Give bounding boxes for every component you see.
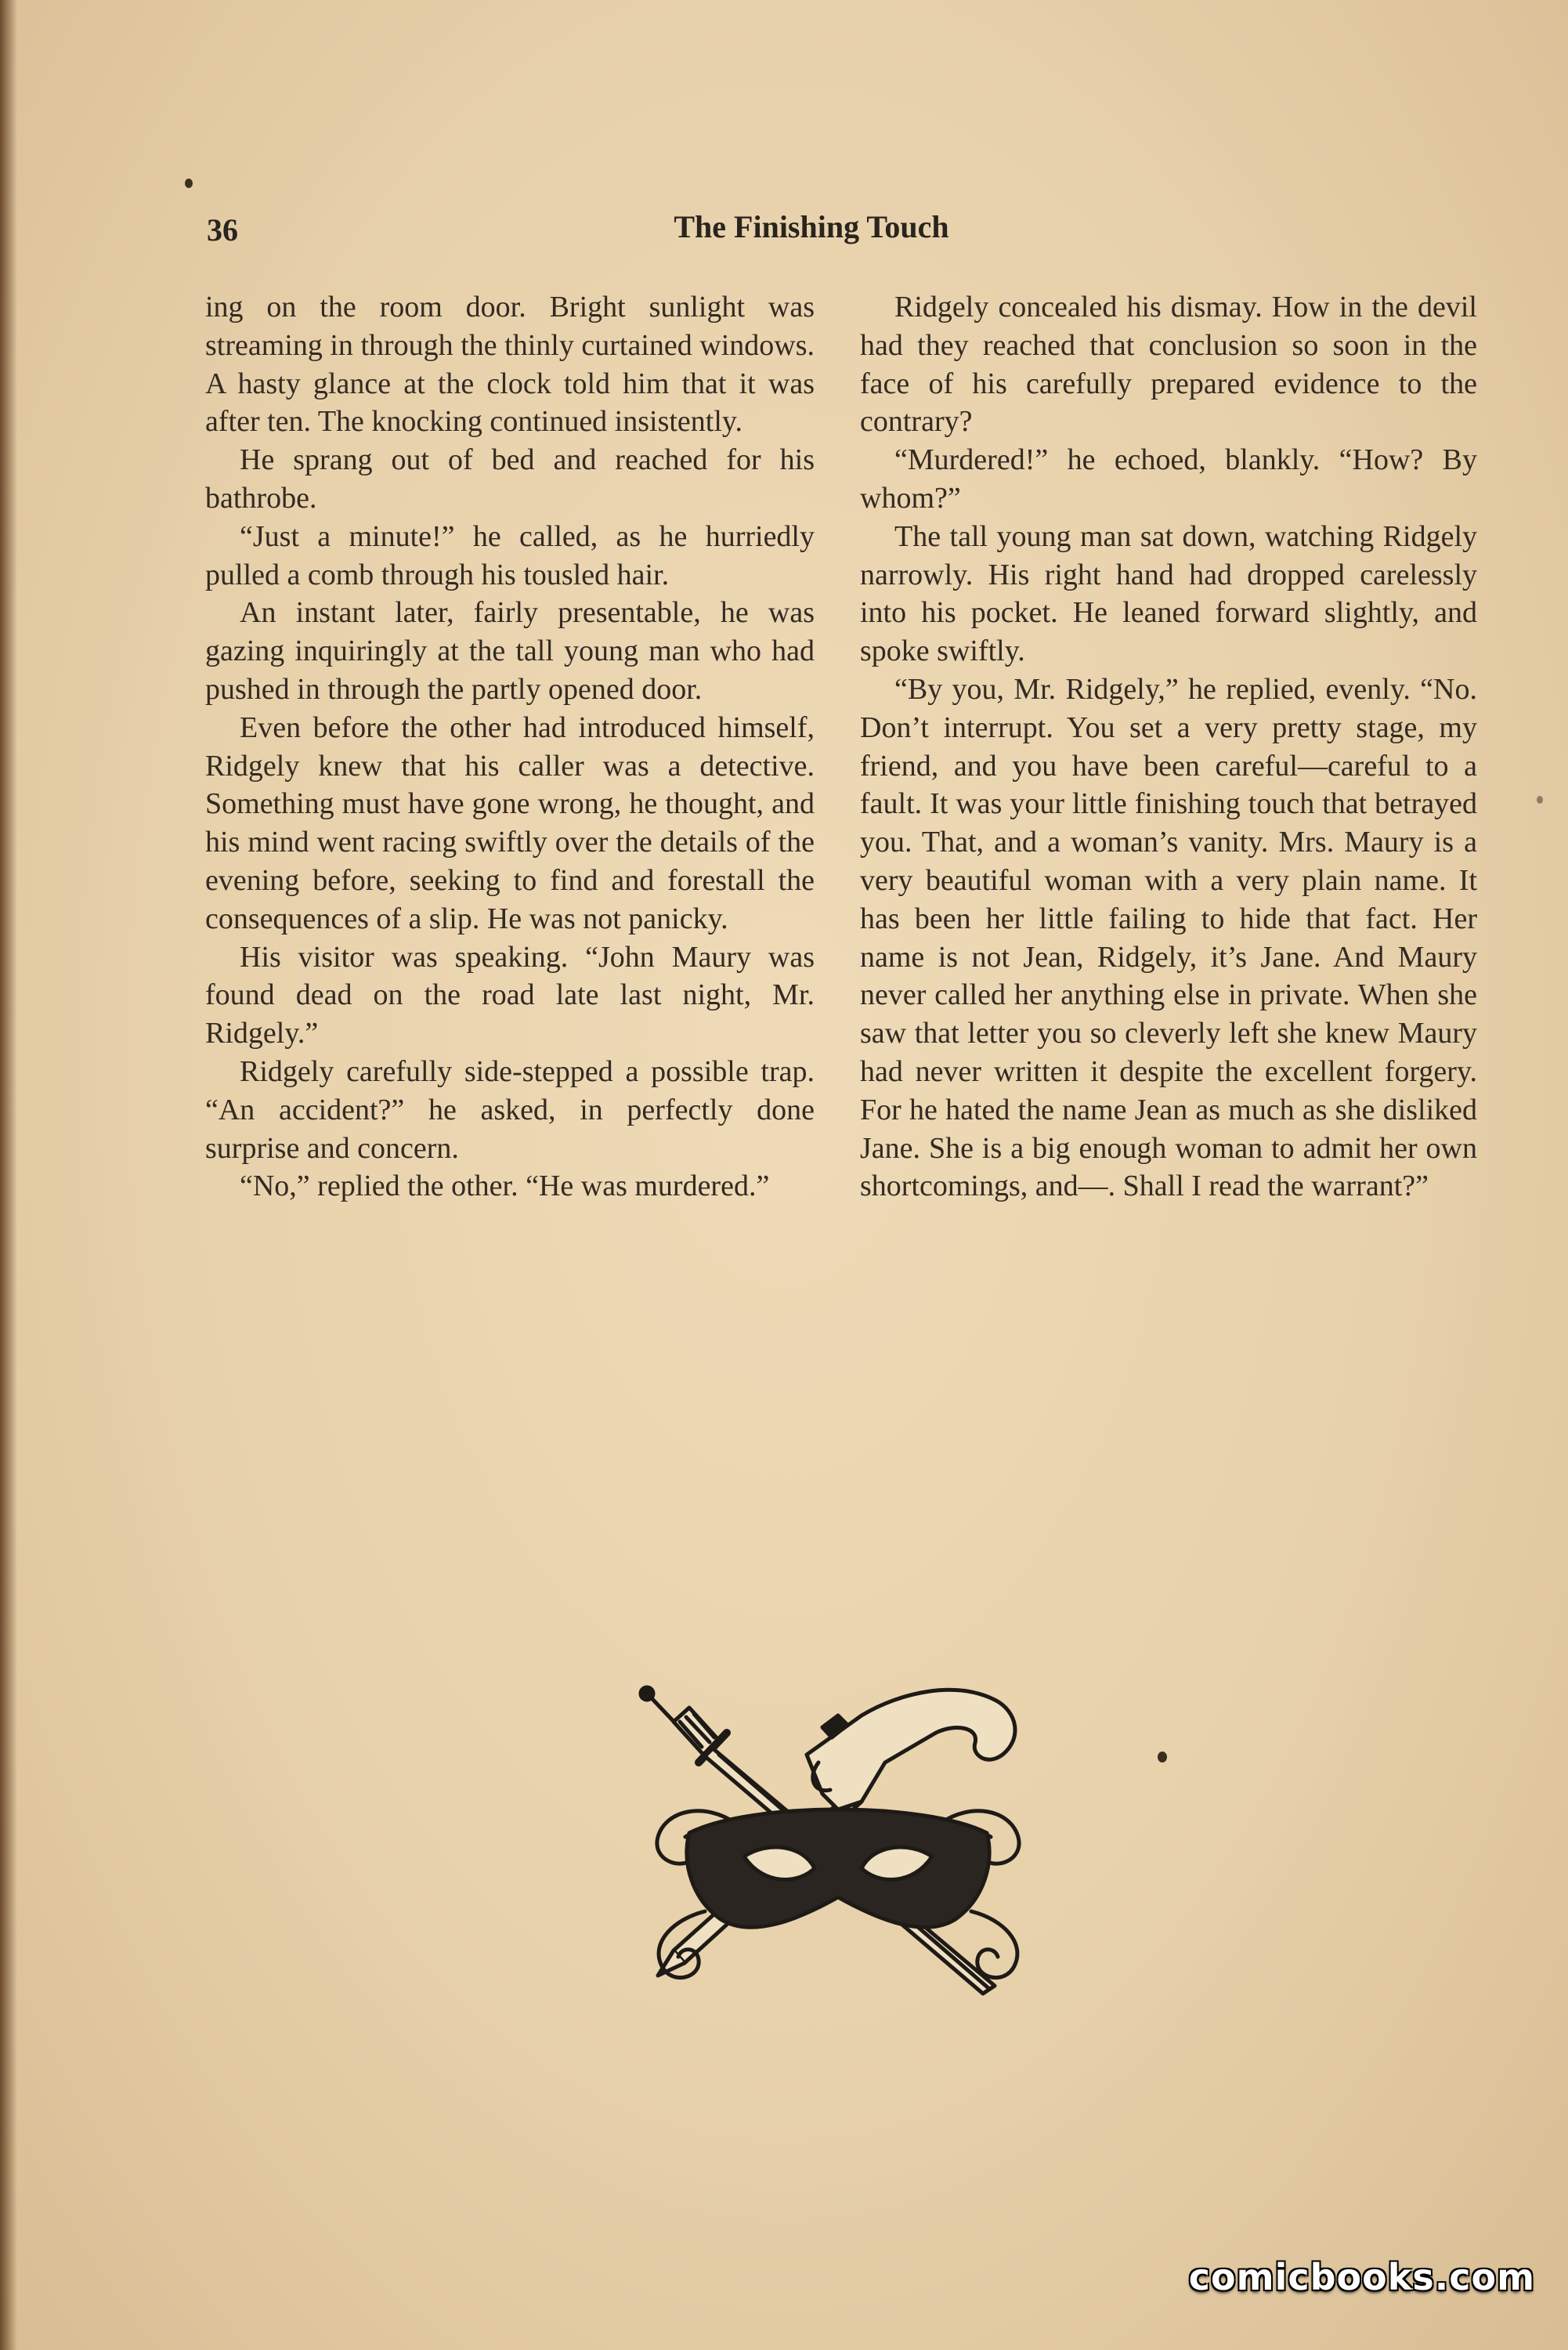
mask-dagger-pistol-emblem-icon xyxy=(627,1684,1050,2013)
paragraph: Ridgely concealed his dismay. How in the devil had they reached that conclusion so soon in the face of his carefully prepared evidence to the contrary? xyxy=(860,291,1477,439)
paragraph: ing on the room door. Bright sunlight was streaming in through the thinly curtained windows. A hasty glance at the clock told him that it was after ten. The knocking continued insistently. xyxy=(205,291,815,439)
paragraph: “By you, Mr. Ridgely,” he replied, evenly. “No. Don’t interrupt. You set a very pretty stage, my friend, and you have been careful—careful to a fault. It was your little finishing touch that betrayed you. That, and a woman’s vanity. Mrs. Maury is a very beautiful woman with a very plain name. It has been her little failing to hide that fact. Her name is not Jean, Ridgely, it’s Jane. And Maury never called her anything else in private. When she saw that letter you so cleverly left she knew Maury had never written it despite the excellent forgery. For he hated the name Jean as much as she disliked Jane. She is a big enough woman to admit her own shortcomings, and—. Shall I read the warrant?” xyxy=(860,672,1477,1203)
running-title: The Finishing Touch xyxy=(674,209,949,244)
paper-speck xyxy=(185,179,193,188)
paragraph: His visitor was speaking. “John Maury was found dead on the road late last night, Mr. Ridgely.” xyxy=(205,940,815,1050)
paragraph: “No,” replied the other. “He was murdered.” xyxy=(240,1170,770,1203)
left-text-column xyxy=(205,288,815,1206)
paper-speck xyxy=(1537,796,1543,804)
right-text-column xyxy=(860,288,1477,1206)
paper-speck xyxy=(1158,1752,1167,1762)
paragraph: The tall young man sat down, watching Ridgely narrowly. His right hand had dropped carelessly into his pocket. He leaned forward slightly, and spoke swiftly. xyxy=(860,519,1477,668)
paragraph: “Just a minute!” he called, as he hurriedly pulled a comb through his tousled hair. xyxy=(205,519,815,591)
page-edge-shadow xyxy=(0,0,17,2350)
paragraph: “Murdered!” he echoed, blankly. “How? By whom?” xyxy=(860,443,1477,515)
paragraph: Ridgely carefully side-stepped a possible trap. “An accident?” he asked, in perfectly done surprise and concern. xyxy=(205,1054,815,1165)
paragraph: He sprang out of bed and reached for his bathrobe. xyxy=(205,443,815,515)
page-number: 36 xyxy=(207,212,238,248)
paragraph: An instant later, fairly presentable, he was gazing inquiringly at the tall young man who had pushed in through the partly opened door. xyxy=(205,596,815,706)
paragraph: Even before the other had introduced himself, Ridgely knew that his caller was a detective. Something must have gone wrong, he thought, and his mind went racing swiftly over the details of the evening before, seeking to find and forestall the consequences of a slip. He was not panicky. xyxy=(205,710,815,935)
watermark-logo: comicbooks.com xyxy=(1188,2256,1535,2298)
